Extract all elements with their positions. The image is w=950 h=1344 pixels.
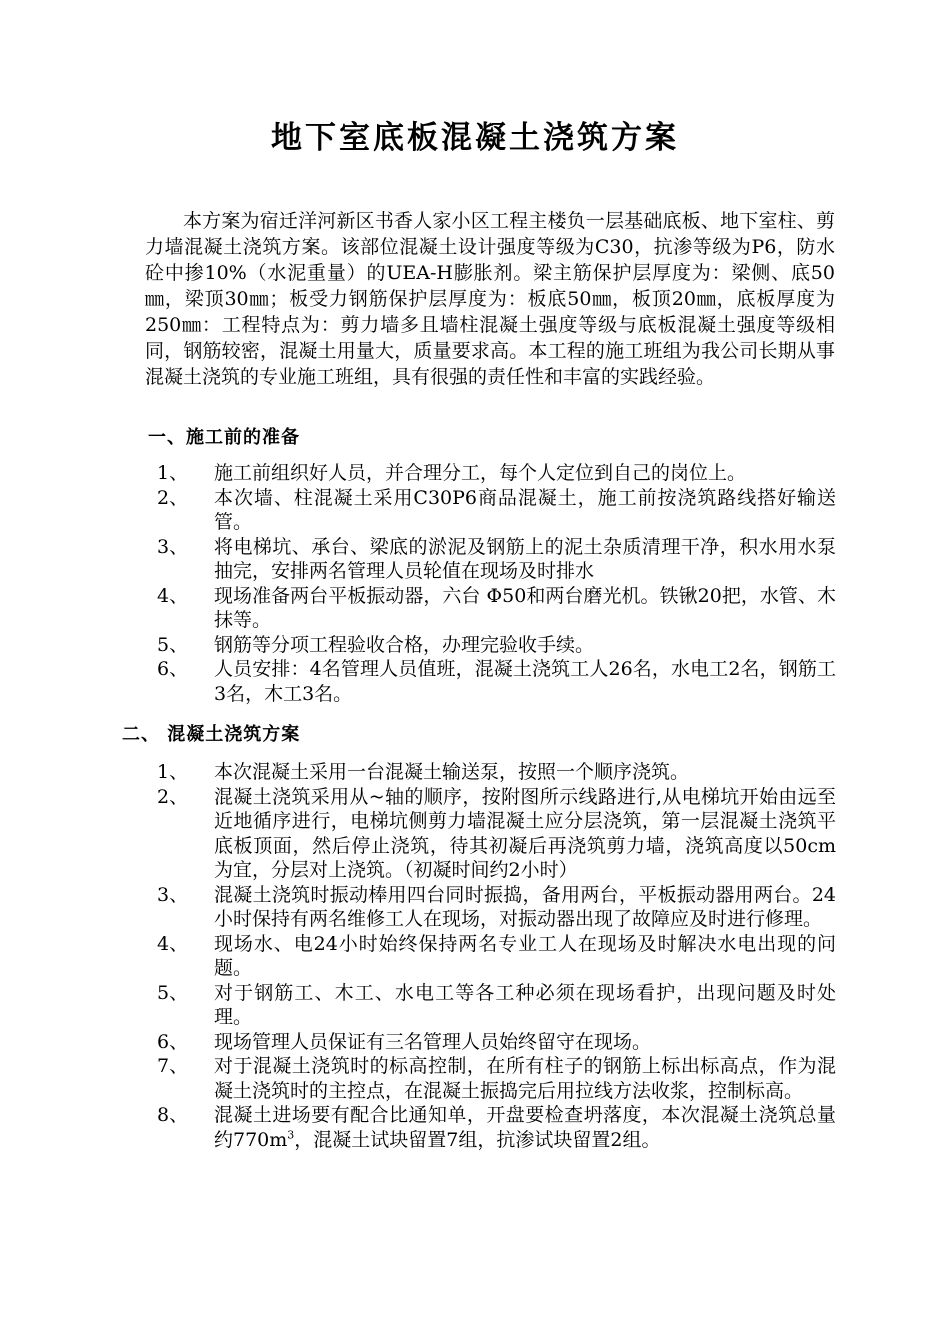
list-item	[0, 785, 836, 883]
list-item-number: 4、	[157, 584, 189, 607]
list-item	[0, 535, 836, 584]
list-item-number: 4、	[157, 932, 189, 955]
list-item-text-part: ，混凝土试块留置7组，抗渗试块留置2组。	[294, 1128, 661, 1151]
list-item	[0, 932, 836, 981]
list-item	[0, 883, 836, 932]
list-item	[0, 760, 836, 785]
document-title: 地下室底板混凝土浇筑方案	[271, 120, 679, 156]
section-heading-preparation: 一、施工前的准备	[148, 427, 300, 448]
list-item	[0, 1103, 836, 1152]
list-item-text: 现场准备两台平板振动器，六台 Φ50和两台磨光机。铁锹20把，水管、木抹等。	[214, 584, 836, 631]
preparation-list	[0, 461, 950, 706]
list-item-text: 对于钢筋工、木工、水电工等各工种必须在现场看护，出现问题及时处理。	[214, 981, 836, 1028]
section-heading-pouring-plan: 二、 混凝土浇筑方案	[122, 724, 301, 745]
list-item-text: 现场管理人员保证有三名管理人员始终留守在现场。	[214, 1030, 652, 1053]
list-item	[0, 981, 836, 1030]
list-item-number: 1、	[157, 761, 189, 783]
list-item-text-part: 混凝土进场要有配合比通知单，开盘要检查坍落度，本次混凝土浇筑总量约770m	[214, 1104, 836, 1151]
list-item-text	[214, 1104, 836, 1151]
list-item-text: 人员安排：4名管理人员值班，混凝土浇筑工人26名，水电工2名，钢筋工3名，木工3名。	[214, 658, 836, 705]
list-item-number: 6、	[157, 1030, 189, 1053]
list-item-text: 钢筋等分项工程验收合格，办理完验收手续。	[214, 633, 595, 656]
list-item-text: 本次混凝土采用一台混凝土输送泵，按照一个顺序浇筑。	[214, 761, 690, 783]
list-item-number: 3、	[157, 535, 189, 558]
list-item-text: 混凝土浇筑采用从~轴的顺序，按附图所示线路进行,从电梯坑开始由远至近地循序进行，电梯坑侧剪力墙混凝土应分层浇筑，第一层混凝土浇筑平底板顶面，然后停止浇筑，待其初凝后再浇筑剪力墙，浇筑高度以50cm为宜，分层对上浇筑。（初凝时间约2小时）	[214, 785, 836, 881]
list-item-number: 8、	[157, 1104, 189, 1126]
list-item	[0, 1054, 836, 1103]
list-item-number: 2、	[157, 486, 189, 509]
list-item-number: 2、	[157, 785, 189, 808]
list-item-number: 5、	[157, 633, 189, 656]
list-item-text: 混凝土浇筑时振动棒用四台同时振捣，备用两台，平板振动器用两台。24小时保持有两名维修工人在现场，对振动器出现了故障应及时进行修理。	[214, 883, 836, 930]
list-item-text: 施工前组织好人员，并合理分工，每个人定位到自己的岗位上。	[214, 462, 747, 484]
list-item	[0, 584, 836, 633]
list-item-number: 6、	[157, 658, 189, 680]
intro-paragraph: 本方案为宿迁洋河新区书香人家小区工程主楼负一层基础底板、地下室柱、剪力墙混凝土浇筑方案。该部位混凝土设计强度等级为C30，抗渗等级为P6，防水砼中掺10%（水泥重量）的UEA-H膨胀剂。梁主筋保护层厚度为：梁侧、底50㎜，梁顶30㎜；板受力钢筋保护层厚度为：板底50㎜，板顶20㎜，底板厚度为250㎜：工程特点为：剪力墙多且墙柱混凝土强度等级与底板混凝土强度等级相同，钢筋较密，混凝土用量大，质量要求高。本工程的施工班组为我公司长期从事混凝土浇筑的专业施工班组，具有很强的责任性和丰富的实践经验。	[145, 210, 835, 388]
list-item	[0, 461, 836, 486]
pouring-plan-list	[0, 760, 950, 1152]
superscript-exponent: 3	[287, 1128, 295, 1142]
list-item-text: 将电梯坑、承台、梁底的淤泥及钢筋上的泥土杂质清理干净，积水用水泵抽完，安排两名管理人员轮值在现场及时排水	[214, 535, 836, 582]
list-item-number: 5、	[157, 981, 189, 1004]
list-item-text: 现场水、电24小时始终保持两名专业工人在现场及时解决水电出现的问题。	[214, 932, 836, 979]
list-item	[0, 657, 836, 706]
list-item-number: 7、	[157, 1055, 189, 1077]
list-item	[0, 486, 836, 535]
list-item-number: 3、	[157, 883, 189, 906]
list-item-number: 1、	[157, 462, 189, 484]
list-item	[0, 633, 836, 658]
list-item-text: 本次墙、柱混凝土采用C30P6商品混凝土，施工前按浇筑路线搭好输送管。	[214, 486, 836, 533]
list-item-text: 对于混凝土浇筑时的标高控制，在所有柱子的钢筋上标出标高点，作为混凝土浇筑时的主控点，在混凝土振捣完后用拉线方法收浆，控制标高。	[214, 1055, 836, 1102]
list-item	[0, 1030, 836, 1055]
